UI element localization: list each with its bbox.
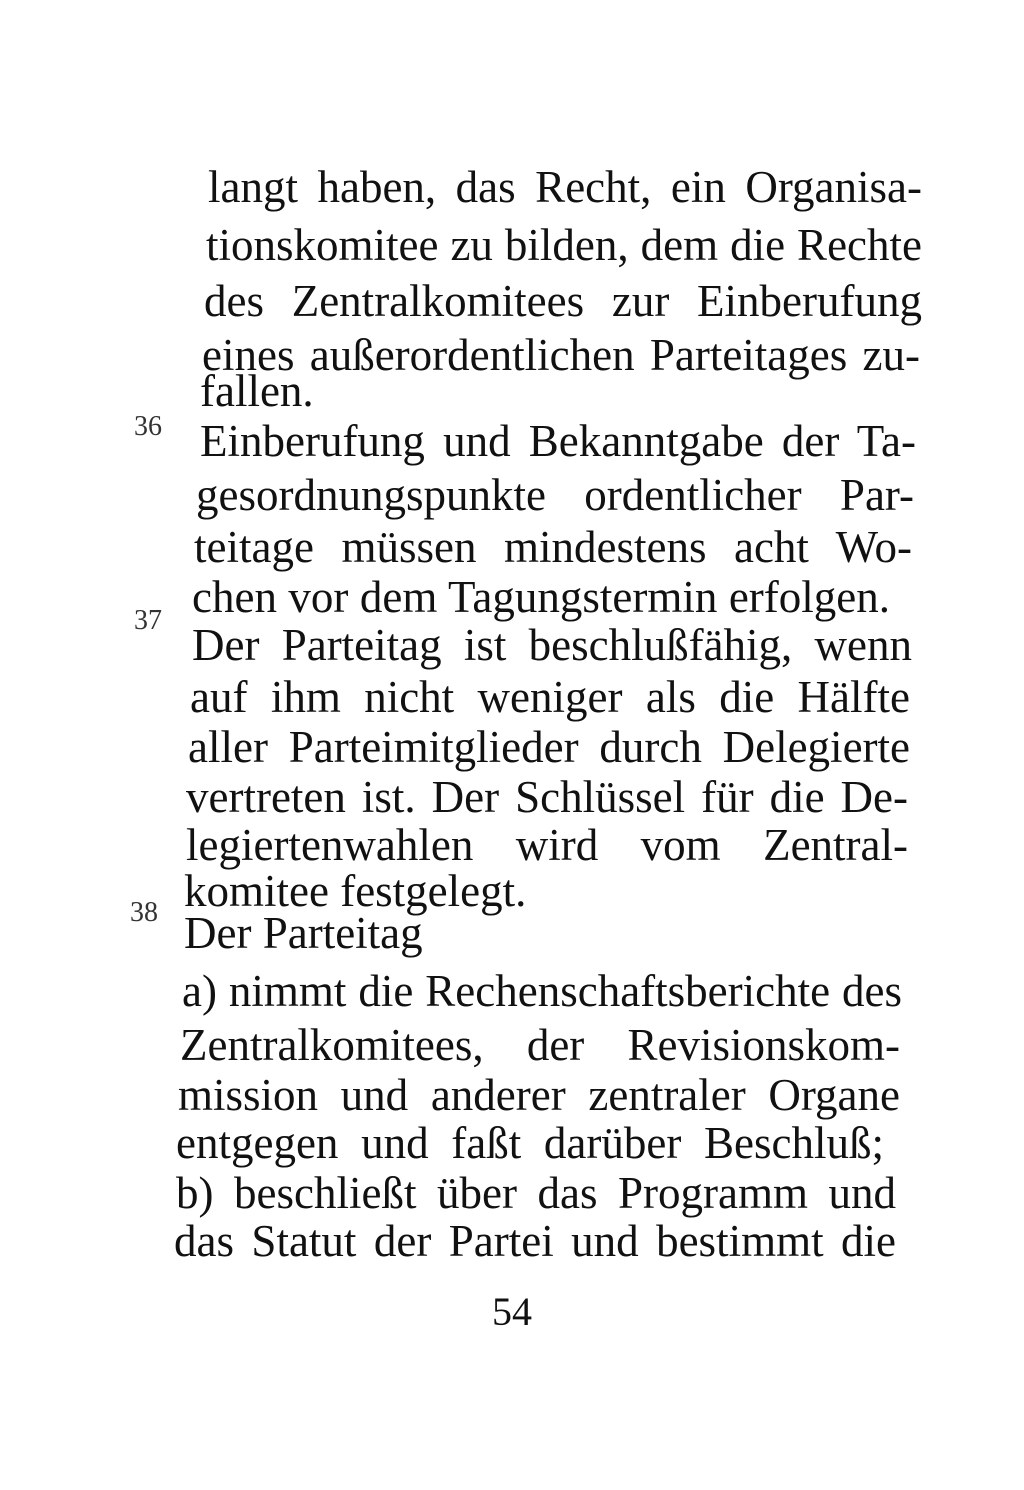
- paragraph-number-36: 36: [134, 411, 162, 442]
- text-line-19: mission und anderer zentraler Organe: [178, 1070, 900, 1120]
- text-line-7: gesordnungspunkte ordentlicher Par-: [196, 470, 914, 520]
- text-line-2: tionskomitee zu bilden, dem die Rechte: [206, 220, 922, 270]
- text-line-3: des Zentralkomitees zur Einberufung: [204, 276, 922, 326]
- page-number: 54: [492, 1289, 532, 1334]
- text-line-16: Der Parteitag: [184, 908, 423, 958]
- paragraph-number-38: 38: [130, 897, 158, 928]
- text-line-17: a) nimmt die Rechenschaftsberichte des: [182, 966, 902, 1016]
- text-line-9: chen vor dem Tagungstermin erfolgen.: [192, 572, 890, 622]
- text-line-13: vertreten ist. Der Schlüssel für die De-: [186, 772, 908, 822]
- text-line-8: teitage müssen mindestens acht Wo-: [194, 522, 912, 572]
- text-line-18: Zentralkomitees, der Revisionskom-: [180, 1020, 900, 1070]
- text-line-1: langt haben, das Recht, ein Organisa-: [208, 162, 922, 212]
- text-line-10: Der Parteitag ist beschlußfähig, wenn: [192, 620, 912, 670]
- text-line-21: b) beschließt über das Programm und: [176, 1168, 896, 1218]
- text-line-15: komitee festgelegt.: [184, 866, 527, 916]
- paragraph-number-37: 37: [134, 605, 162, 636]
- text-line-11: auf ihm nicht weniger als die Hälfte: [190, 672, 910, 722]
- text-line-6: Einberufung und Bekanntgabe der Ta-: [200, 416, 916, 466]
- text-line-22: das Statut der Partei und bestimmt die: [174, 1216, 896, 1266]
- text-line-14: legiertenwahlen wird vom Zentral-: [186, 820, 908, 870]
- text-line-20: entgegen und faßt darüber Beschluß;: [176, 1118, 884, 1168]
- text-line-4: eines außerordentlichen Parteitages zu-: [202, 330, 920, 380]
- text-line-5: fallen.: [200, 366, 314, 416]
- text-line-12: aller Parteimitglieder durch Delegierte: [188, 722, 910, 772]
